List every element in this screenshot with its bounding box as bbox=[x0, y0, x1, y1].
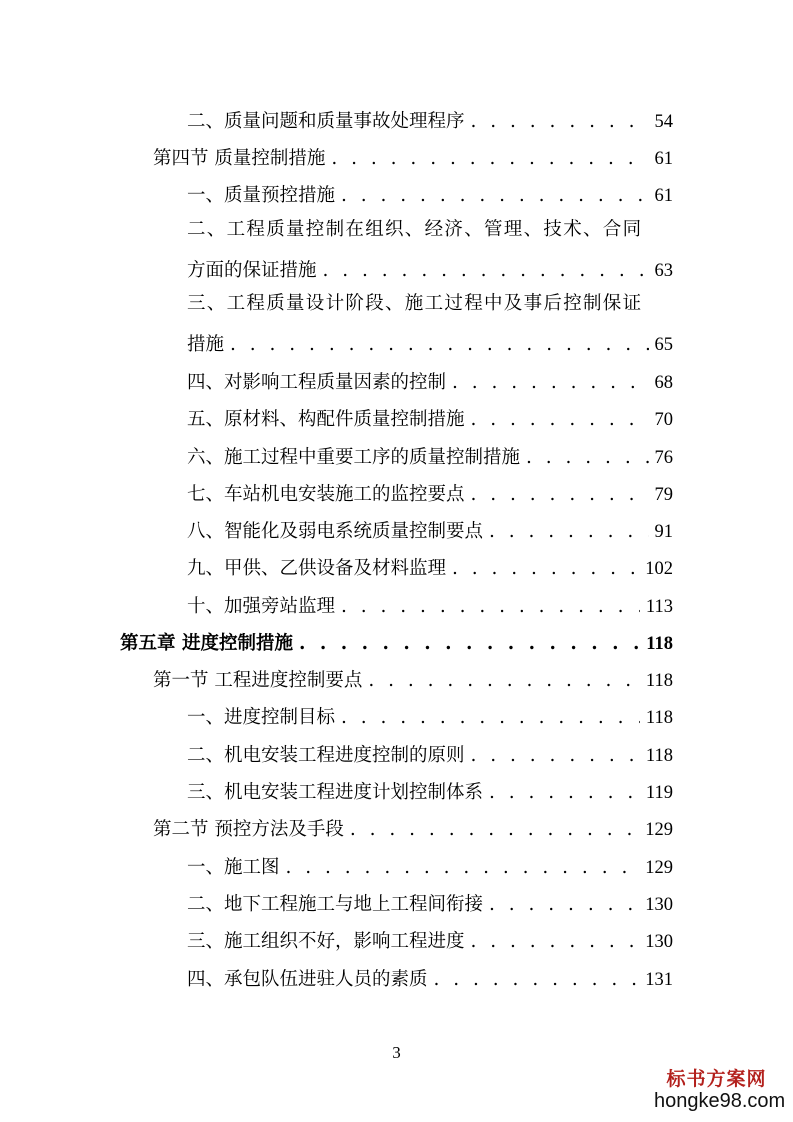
toc-leader-dots bbox=[452, 557, 639, 581]
toc-leader-dots bbox=[331, 147, 648, 171]
toc-entry[interactable] bbox=[187, 178, 673, 208]
toc-entry-label: 三、施工组织不好，影响工程进度 bbox=[187, 931, 465, 952]
toc-entry-label: 十、加强旁站监理 bbox=[187, 596, 336, 617]
toc-section-entry[interactable] bbox=[153, 663, 673, 693]
toc-entry-page: 129 bbox=[645, 820, 673, 840]
toc-leader-dots bbox=[286, 856, 640, 880]
toc-entry[interactable] bbox=[187, 962, 673, 992]
toc-entry-label: 二、机电安装工程进度控制的原则 bbox=[187, 745, 465, 766]
toc-entry-label[interactable]: 二、工程质量控制在组织、经济、管理、技术、合同 bbox=[187, 219, 643, 240]
toc-entry[interactable] bbox=[187, 738, 673, 768]
toc-entry-page: 118 bbox=[645, 746, 673, 766]
toc-entry-label: 二、地下工程施工与地上工程间衔接 bbox=[187, 894, 484, 915]
toc-entry-label: 七、车站机电安装施工的监控要点 bbox=[187, 484, 465, 505]
toc-entry-page: 130 bbox=[645, 932, 673, 952]
page-number: 3 bbox=[392, 1043, 401, 1062]
toc-entry-page: 54 bbox=[654, 112, 673, 132]
toc-entry-label: 五、原材料、构配件质量控制措施 bbox=[187, 409, 465, 430]
toc-chapter-entry[interactable] bbox=[120, 626, 673, 656]
toc-entry[interactable] bbox=[187, 402, 673, 432]
toc-entry-page: 119 bbox=[645, 783, 673, 803]
toc-entry-page: 129 bbox=[645, 858, 673, 878]
toc-entry-page: 102 bbox=[645, 559, 673, 579]
toc-entry-label: 八、智能化及弱电系统质量控制要点 bbox=[187, 521, 484, 542]
toc-entry-label: 第二节 预控方法及手段 bbox=[153, 819, 344, 840]
toc-entry[interactable] bbox=[187, 924, 673, 954]
toc-leader-dots bbox=[471, 408, 649, 432]
toc-entry-page: 76 bbox=[654, 448, 673, 468]
toc-leader-dots bbox=[341, 595, 640, 619]
toc-leader-dots bbox=[230, 333, 648, 357]
toc-entry-label: 一、施工图 bbox=[187, 857, 280, 878]
toc-entry-label: 三、机电安装工程进度计划控制体系 bbox=[187, 782, 484, 803]
toc-entry-page: 113 bbox=[645, 597, 673, 617]
toc-entry-label: 一、质量预控措施 bbox=[187, 185, 336, 206]
toc-leader-dots bbox=[299, 632, 640, 656]
watermark-url: hongke98.com bbox=[654, 1090, 786, 1112]
toc-leader-dots bbox=[489, 520, 648, 544]
toc-entry-label: 第五章 进度控制措施 bbox=[120, 633, 293, 654]
toc-entry[interactable] bbox=[187, 850, 673, 880]
toc-entry-page: 131 bbox=[645, 970, 673, 990]
toc-leader-dots bbox=[489, 893, 639, 917]
toc-entry-page: 130 bbox=[645, 895, 673, 915]
toc-entry[interactable] bbox=[187, 514, 673, 544]
toc-leader-dots bbox=[526, 446, 648, 470]
toc-entry[interactable] bbox=[187, 700, 673, 730]
toc-entry-label: 四、对影响工程质量因素的控制 bbox=[187, 372, 447, 393]
toc-entry[interactable] bbox=[187, 253, 673, 283]
toc-entry-label: 第一节 工程进度控制要点 bbox=[153, 670, 363, 691]
toc-leader-dots bbox=[434, 968, 640, 992]
toc-leader-dots bbox=[471, 744, 640, 768]
toc-entry-page: 118 bbox=[646, 634, 673, 654]
toc-entry-page: 68 bbox=[654, 373, 673, 393]
toc-entry-page: 118 bbox=[645, 671, 673, 691]
toc-leader-dots bbox=[471, 483, 649, 507]
toc-entry[interactable] bbox=[187, 365, 673, 395]
toc-leader-dots bbox=[471, 930, 640, 954]
toc-entry[interactable] bbox=[187, 477, 673, 507]
toc-entry-page: 79 bbox=[654, 485, 673, 505]
toc-leader-dots bbox=[350, 818, 639, 842]
toc-leader-dots bbox=[471, 110, 649, 134]
watermark-logo bbox=[654, 1068, 786, 1112]
toc-entry[interactable] bbox=[187, 104, 673, 134]
toc-entry-label: 九、甲供、乙供设备及材料监理 bbox=[187, 558, 447, 579]
toc-leader-dots bbox=[323, 259, 649, 283]
toc-entry[interactable] bbox=[187, 589, 673, 619]
toc-entry-label[interactable]: 三、工程质量设计阶段、施工过程中及事后控制保证 bbox=[187, 293, 643, 314]
toc-entry-label: 一、进度控制目标 bbox=[187, 707, 336, 728]
toc-leader-dots bbox=[341, 706, 640, 730]
toc-entry-page: 63 bbox=[654, 261, 673, 281]
toc-entry-label: 二、质量问题和质量事故处理程序 bbox=[187, 111, 465, 132]
toc-entry[interactable] bbox=[187, 327, 673, 357]
toc-entry-label: 方面的保证措施 bbox=[187, 260, 317, 281]
toc-entry[interactable] bbox=[187, 440, 673, 470]
toc-entry[interactable] bbox=[187, 551, 673, 581]
watermark-title: 标书方案网 bbox=[666, 1068, 767, 1090]
toc-entry-page: 70 bbox=[654, 410, 673, 430]
toc-leader-dots bbox=[368, 669, 640, 693]
toc-leader-dots bbox=[489, 781, 640, 805]
toc-entry[interactable] bbox=[187, 887, 673, 917]
toc-entry-page: 61 bbox=[654, 149, 673, 169]
toc-leader-dots bbox=[341, 184, 648, 208]
toc-entry[interactable] bbox=[187, 775, 673, 805]
toc-entry-label: 四、承包队伍进驻人员的素质 bbox=[187, 969, 428, 990]
toc-entry-page: 118 bbox=[645, 708, 673, 728]
toc-section-entry[interactable] bbox=[153, 141, 673, 171]
toc-entry-page: 91 bbox=[654, 522, 673, 542]
toc-section-entry[interactable] bbox=[153, 812, 673, 842]
toc-entry-label: 第四节 质量控制措施 bbox=[153, 148, 326, 169]
toc-entry-page: 61 bbox=[654, 186, 673, 206]
toc-entry-page: 65 bbox=[654, 335, 673, 355]
toc-entry-label: 六、施工过程中重要工序的质量控制措施 bbox=[187, 447, 521, 468]
toc-leader-dots bbox=[452, 371, 648, 395]
toc-entry-label: 措施 bbox=[187, 334, 225, 355]
